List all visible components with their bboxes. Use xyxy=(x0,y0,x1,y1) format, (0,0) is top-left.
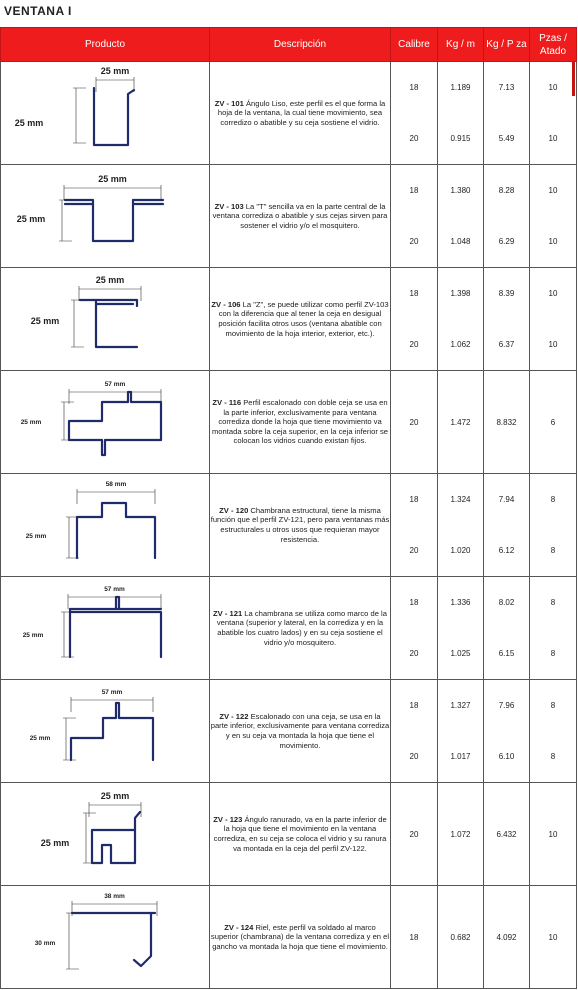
product-drawing-cell xyxy=(1,165,210,268)
profile-shape xyxy=(65,200,163,241)
kg-pza-value: 7.13 xyxy=(498,83,515,92)
height-dimension-label: 25 mm xyxy=(14,118,44,128)
kg-pza-cell xyxy=(484,577,530,680)
kg-m-value: 1.189 xyxy=(450,83,471,92)
width-dimension-label: 25 mm xyxy=(95,275,125,285)
width-dimension-label: 57 mm xyxy=(101,689,123,696)
calibre-value: 18 xyxy=(409,701,419,710)
height-dimension-line xyxy=(71,300,84,347)
profile-drawing xyxy=(1,62,210,164)
pzas-cell xyxy=(530,371,577,474)
kg-m-cell xyxy=(438,268,484,371)
profile-drawing xyxy=(1,371,210,473)
profile-drawing xyxy=(1,268,210,370)
width-dimension-label: 58 mm xyxy=(105,481,127,488)
product-drawing-cell xyxy=(1,577,210,680)
table-row xyxy=(1,165,577,268)
pzas-value: 8 xyxy=(550,701,556,710)
calibre-value: 18 xyxy=(409,186,419,195)
height-dimension-label: 25 mm xyxy=(20,419,42,426)
product-description: Chambrana estructural, tiene la misma función que el perfil ZV-121, pero para ventanas más estructurales u otros usos que requieran mayor resistencia. xyxy=(210,505,390,544)
pzas-value: 10 xyxy=(548,83,558,92)
kg-pza-value: 7.96 xyxy=(498,701,515,710)
kg-m-value: 1.025 xyxy=(450,649,471,658)
height-dimension-line xyxy=(59,200,72,241)
profile-shape xyxy=(72,913,155,966)
height-dimension-label: 25 mm xyxy=(22,632,44,639)
kg-pza-cell xyxy=(484,62,530,165)
kg-m-cell xyxy=(438,62,484,165)
height-dimension-label: 30 mm xyxy=(34,940,56,947)
calibre-cell xyxy=(391,165,438,268)
kg-pza-cell xyxy=(484,165,530,268)
calibre-value: 20 xyxy=(409,546,419,555)
header-producto: Producto xyxy=(1,28,210,62)
product-drawing-cell xyxy=(1,680,210,783)
description-cell xyxy=(210,680,391,783)
product-description: Perfil escalonado con doble ceja se usa en la parte inferior, exclusivamente para ventana corrediza donde la hoja que tiene movimiento va montada sobre la ceja superior, en la ceja inferior se colocan los vidrios cuando existan fijos. xyxy=(211,398,389,446)
calibre-value: 20 xyxy=(409,237,419,246)
calibre-value: 18 xyxy=(409,83,419,92)
page-title: VENTANA I xyxy=(4,4,72,18)
pzas-value: 8 xyxy=(550,546,556,555)
pzas-value: 6 xyxy=(550,417,556,427)
product-drawing-cell xyxy=(1,62,210,165)
calibre-cell xyxy=(391,268,438,371)
kg-pza-value: 6.432 xyxy=(496,829,517,839)
calibre-value: 20 xyxy=(409,829,419,839)
kg-m-value: 1.062 xyxy=(450,340,471,349)
profile-drawing xyxy=(1,680,210,782)
kg-pza-value: 5.49 xyxy=(498,134,515,143)
kg-m-cell xyxy=(438,783,484,886)
product-code: ZV - 120 xyxy=(219,505,249,515)
width-dimension-line xyxy=(79,286,141,301)
description-cell xyxy=(210,474,391,577)
description-cell xyxy=(210,886,391,989)
width-dimension-line xyxy=(71,697,153,712)
kg-m-value: 1.324 xyxy=(450,495,471,504)
profile-drawing xyxy=(1,886,210,988)
description-cell xyxy=(210,165,391,268)
kg-m-cell xyxy=(438,886,484,989)
calibre-value: 20 xyxy=(409,649,419,658)
calibre-cell xyxy=(391,62,438,165)
profile-drawing xyxy=(1,783,210,885)
pzas-value: 10 xyxy=(548,186,558,195)
pzas-value: 10 xyxy=(548,289,558,298)
kg-pza-cell xyxy=(484,783,530,886)
description-cell xyxy=(210,783,391,886)
pzas-value: 10 xyxy=(548,340,558,349)
calibre-value: 20 xyxy=(409,752,419,761)
height-dimension-line xyxy=(61,612,74,657)
scroll-marker xyxy=(572,62,575,96)
header-pzas-atado xyxy=(530,28,577,62)
pzas-value: 8 xyxy=(550,598,556,607)
product-drawing-cell xyxy=(1,783,210,886)
pzas-cell xyxy=(530,62,577,165)
product-code: ZV - 103 xyxy=(214,201,244,211)
calibre-value: 18 xyxy=(409,598,419,607)
profile-shape xyxy=(71,703,153,760)
table-row xyxy=(1,474,577,577)
calibre-value: 20 xyxy=(409,417,419,427)
height-dimension-label: 25 mm xyxy=(40,838,70,848)
kg-pza-value: 6.10 xyxy=(498,752,515,761)
kg-pza-cell xyxy=(484,680,530,783)
calibre-cell xyxy=(391,371,438,474)
kg-m-value: 1.336 xyxy=(450,598,471,607)
product-code: ZV - 123 xyxy=(213,814,243,824)
product-code: ZV - 124 xyxy=(224,922,254,932)
kg-pza-value: 4.092 xyxy=(496,932,517,942)
kg-m-value: 1.072 xyxy=(450,829,471,839)
pzas-value: 8 xyxy=(550,495,556,504)
description-cell xyxy=(210,371,391,474)
kg-pza-cell xyxy=(484,474,530,577)
product-code: ZV - 116 xyxy=(212,398,242,408)
width-dimension-line xyxy=(77,489,155,504)
pzas-cell xyxy=(530,680,577,783)
product-code: ZV - 101 xyxy=(214,98,244,108)
kg-pza-value: 8.02 xyxy=(498,598,515,607)
table-row xyxy=(1,62,577,165)
product-description: La "T" sencilla va en la parte central de la ventana corrediza o abatible y sus cejas sirven para sostener el vidrio y/o el mosquitero. xyxy=(212,201,388,230)
calibre-cell xyxy=(391,680,438,783)
calibre-cell xyxy=(391,783,438,886)
kg-pza-value: 7.94 xyxy=(498,495,515,504)
pzas-cell xyxy=(530,783,577,886)
width-dimension-line xyxy=(89,802,141,817)
product-code: ZV - 122 xyxy=(219,711,249,721)
product-drawing-cell xyxy=(1,268,210,371)
kg-m-cell xyxy=(438,165,484,268)
kg-m-value: 1.398 xyxy=(450,289,471,298)
product-drawing-cell xyxy=(1,886,210,989)
header-kg-pza: Kg / P za xyxy=(484,28,530,62)
width-dimension-line xyxy=(64,185,161,200)
calibre-cell xyxy=(391,886,438,989)
pzas-value: 10 xyxy=(548,932,558,942)
profile-drawing xyxy=(1,165,210,267)
table-row xyxy=(1,680,577,783)
product-description: Escalonado con una ceja, se usa en la parte inferior, exclusivamente para ventana corrediza y en su ceja va montada la hoja que tiene el movimiento. xyxy=(210,711,390,750)
profile-shape xyxy=(70,597,161,657)
kg-pza-value: 6.12 xyxy=(498,546,515,555)
table-row xyxy=(1,886,577,989)
height-dimension-line xyxy=(66,913,79,969)
description-cell xyxy=(210,268,391,371)
product-description: La chambrana se utiliza como marco de la ventana (superior y lateral, en la corrediza y en la abatible los cuatro lados) y en su ceja sostiene el vidrio y/o mosquitero. xyxy=(216,608,387,647)
kg-m-cell xyxy=(438,577,484,680)
pzas-cell xyxy=(530,474,577,577)
pzas-value: 8 xyxy=(550,752,556,761)
profile-shape xyxy=(92,812,140,863)
height-dimension-label: 25 mm xyxy=(16,214,46,224)
calibre-value: 18 xyxy=(409,932,419,942)
width-dimension-label: 57 mm xyxy=(104,381,126,388)
kg-m-value: 1.327 xyxy=(450,701,471,710)
kg-m-value: 0.915 xyxy=(450,134,471,143)
header-calibre: Calibre xyxy=(391,28,438,62)
kg-pza-value: 6.37 xyxy=(498,340,515,349)
width-dimension-label: 25 mm xyxy=(100,791,130,801)
calibre-value: 18 xyxy=(409,289,419,298)
width-dimension-line xyxy=(68,594,161,609)
height-dimension-label: 25 mm xyxy=(29,735,51,742)
description-cell xyxy=(210,62,391,165)
height-dimension-line xyxy=(73,88,86,143)
kg-m-value: 0.682 xyxy=(450,932,471,942)
profile-shape xyxy=(69,392,161,455)
kg-m-value: 1.017 xyxy=(450,752,471,761)
table-row xyxy=(1,371,577,474)
width-dimension-label: 25 mm xyxy=(98,174,127,184)
kg-pza-value: 8.39 xyxy=(498,289,515,298)
pzas-value: 10 xyxy=(548,134,558,143)
pzas-cell xyxy=(530,165,577,268)
pzas-value: 8 xyxy=(550,649,556,658)
calibre-cell xyxy=(391,577,438,680)
product-description: Ángulo ranurado, va en la parte inferior de la hoja que tiene el movimiento en la ventana corrediza, en su ceja se coloca el vidrio y su ranura va montada en la ceja del perfil ZV-122. xyxy=(213,814,387,853)
product-table xyxy=(0,27,577,989)
kg-pza-cell xyxy=(484,371,530,474)
table-row xyxy=(1,577,577,680)
kg-m-value: 1.472 xyxy=(450,417,471,427)
kg-pza-cell xyxy=(484,268,530,371)
kg-m-value: 1.048 xyxy=(450,237,471,246)
profile-shape xyxy=(80,300,137,347)
pzas-cell xyxy=(530,577,577,680)
product-drawing-cell xyxy=(1,371,210,474)
kg-pza-value: 6.29 xyxy=(498,237,515,246)
calibre-value: 18 xyxy=(409,495,419,504)
header-kg-m: Kg / m xyxy=(438,28,484,62)
kg-m-value: 1.020 xyxy=(450,546,471,555)
kg-m-cell xyxy=(438,680,484,783)
table-row xyxy=(1,268,577,371)
product-description: Ángulo Liso, este perfil es el que forma la hoja de la ventana, la cual tiene movimiento, sea corredizo o abatible y su ceja sostiene el vidrio. xyxy=(217,98,386,127)
width-dimension-label: 57 mm xyxy=(104,586,125,593)
header-pzas-atado-label: Pzas / Atado xyxy=(539,32,567,57)
calibre-value: 20 xyxy=(409,340,419,349)
profile-drawing xyxy=(1,474,210,576)
product-description: Riel, este perfil va soldado al marco superior (chambrana) de la ventana corrediza y en el gancho va montada la hoja que tiene el movimiento. xyxy=(210,922,390,951)
width-dimension-line xyxy=(96,77,134,92)
height-dimension-label: 25 mm xyxy=(25,533,47,540)
product-drawing-cell xyxy=(1,474,210,577)
table-row xyxy=(1,783,577,886)
product-description: La "Z", se puede utilizar como perfil ZV-103 con la diferencia que al tener la ceja en desigual posición facilita otros usos (ventana abatible con movimiento de la hoja interior, exterior, etc.). xyxy=(218,299,389,338)
height-dimension-line xyxy=(83,813,96,863)
product-code: ZV - 121 xyxy=(213,608,243,618)
calibre-value: 20 xyxy=(409,134,419,143)
kg-m-value: 1.380 xyxy=(450,186,471,195)
pzas-value: 10 xyxy=(548,829,558,839)
profile-shape xyxy=(94,88,134,145)
description-cell xyxy=(210,577,391,680)
kg-pza-value: 6.15 xyxy=(498,649,515,658)
kg-pza-cell xyxy=(484,886,530,989)
pzas-value: 10 xyxy=(548,237,558,246)
kg-pza-value: 8.832 xyxy=(496,417,517,427)
width-dimension-label: 38 mm xyxy=(104,893,125,900)
kg-pza-value: 8.28 xyxy=(498,186,515,195)
kg-m-cell xyxy=(438,371,484,474)
table-header-row xyxy=(1,28,577,62)
kg-m-cell xyxy=(438,474,484,577)
profile-drawing xyxy=(1,577,210,679)
height-dimension-label: 25 mm xyxy=(30,316,60,326)
profile-shape xyxy=(77,503,155,558)
pzas-cell xyxy=(530,268,577,371)
calibre-cell xyxy=(391,474,438,577)
width-dimension-label: 25 mm xyxy=(100,66,130,76)
pzas-cell xyxy=(530,886,577,989)
header-descripcion: Descripción xyxy=(210,28,391,62)
product-code: ZV - 106 xyxy=(211,299,241,309)
